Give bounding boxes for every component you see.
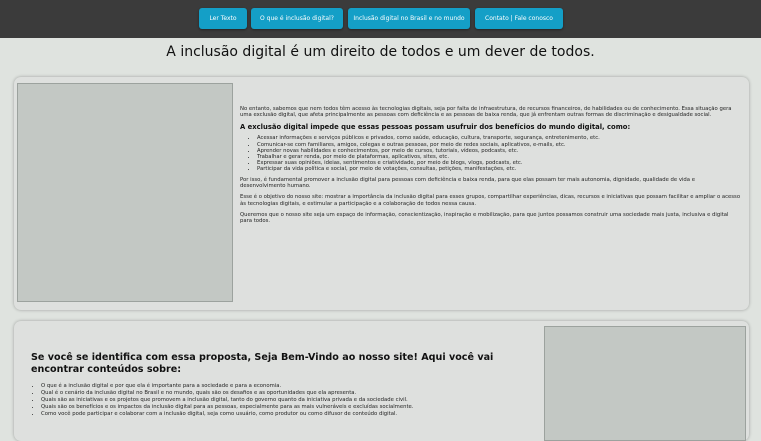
list-item: • Qual é o cenário da inclusão digital no Brasil e no mundo, quais são os desafios e as oportunidades que ela apresenta. xyxy=(41,390,541,397)
benefits-list xyxy=(240,135,742,172)
list-item: • Aprender novas habilidades e conhecimentos, por meio de cursos, tutoriais, vídeos, podcasts, etc. xyxy=(257,148,742,154)
list-item: • Como você pode participar e colaborar com a inclusão digital, seja como usuário, como produtor ou como difusor de conteúdo digital. xyxy=(41,411,541,418)
nav-read-text-button[interactable]: Ler Texto xyxy=(199,8,247,29)
list-item: • Quais são as iniciativas e os projetos que promovem a inclusão digital, tanto do governo quanto da iniciativa privada e da sociedade civil. xyxy=(41,397,541,404)
welcome-card xyxy=(14,321,749,441)
nav-inclusion-brazil-world-button[interactable]: Inclusão digital no Brasil e no mundo xyxy=(348,8,470,29)
topics-list xyxy=(32,383,541,418)
intro-subheading: A exclusão digital impede que essas pessoas possam usufruir dos benefícios do mundo digital, como: xyxy=(240,123,631,132)
intro-card xyxy=(14,77,749,310)
nav-what-is-digital-inclusion-button[interactable]: O que é inclusão digital? xyxy=(251,8,343,29)
list-item: • Participar da vida política e social, por meio de votações, consultas, petições, manifestações, etc. xyxy=(257,166,742,172)
list-item: • Comunicar-se com familiares, amigos, colegas e outras pessoas, por meio de redes sociais, aplicativos, e-mails, etc. xyxy=(257,142,742,148)
intro-text xyxy=(240,106,742,229)
digital-inclusion-community-image-placeholder xyxy=(544,326,746,441)
page-headline: A inclusão digital é um direito de todos e um dever de todos. xyxy=(166,44,595,60)
nav-contact-button[interactable]: Contato | Fale conosco xyxy=(475,8,563,29)
list-item: • Acessar informações e serviços públicos e privados, como saúde, educação, cultura, transporte, segurança, entretenimento, etc. xyxy=(257,135,742,141)
digital-inclusion-illustration-placeholder xyxy=(17,83,233,302)
list-item: • Trabalhar e gerar renda, por meio de plataformas, aplicativos, sites, etc. xyxy=(257,154,742,160)
list-item: • Quais são os benefícios e os impactos da inclusão digital para as pessoas, especialmente para as mais vulneráveis e excluídas socialmente. xyxy=(41,404,541,411)
welcome-heading: Se você se identifica com essa proposta, Seja Bem-Vindo ao nosso site! Aqui você vai encontrar conteúdos sobre: xyxy=(31,352,494,375)
list-item: • Expressar suas opiniões, ideias, sentimentos e criatividade, por meio de blogs, vlogs, podcasts, etc. xyxy=(257,160,742,166)
top-navigation-bar xyxy=(0,0,761,38)
intro-paragraph-2: Por isso, é fundamental promover a inclusão digital para pessoas com deficiência e baixa renda, para que elas possam ter mais autonomia, dignidade, qualidade de vida e desenvolvimento humano. xyxy=(240,176,695,190)
list-item: • O que é a inclusão digital e por que ela é importante para a sociedade e para a economia. xyxy=(41,383,541,390)
intro-paragraph-4: Queremos que o nosso site seja um espaço de informação, conscientização, inspiração e mobilização, para que juntos possamos construir uma sociedade mais justa, inclusiva e digital para todos. xyxy=(240,211,729,225)
intro-paragraph-3: Esse é o objetivo do nosso site: mostrar a importância da inclusão digital para esses grupos, compartilhar experiências, dicas, recursos e iniciativas que possam facilitar e ampliar o acesso às tecnologias digitais, e estimular a participação e a colaboração de todos nessa causa. xyxy=(240,194,741,207)
intro-paragraph-1: No entanto, sabemos que nem todos têm acesso às tecnologias digitais, seja por falta de infraestrutura, de recursos financeiros, de habilidades ou de conhecimento. Essa situação gera uma exclusão digital, que afeta principalmente as pessoas com deficiência e as pessoas de baixa renda, que já enfrentam outras formas de discriminação e desigualdade social. xyxy=(240,106,732,119)
